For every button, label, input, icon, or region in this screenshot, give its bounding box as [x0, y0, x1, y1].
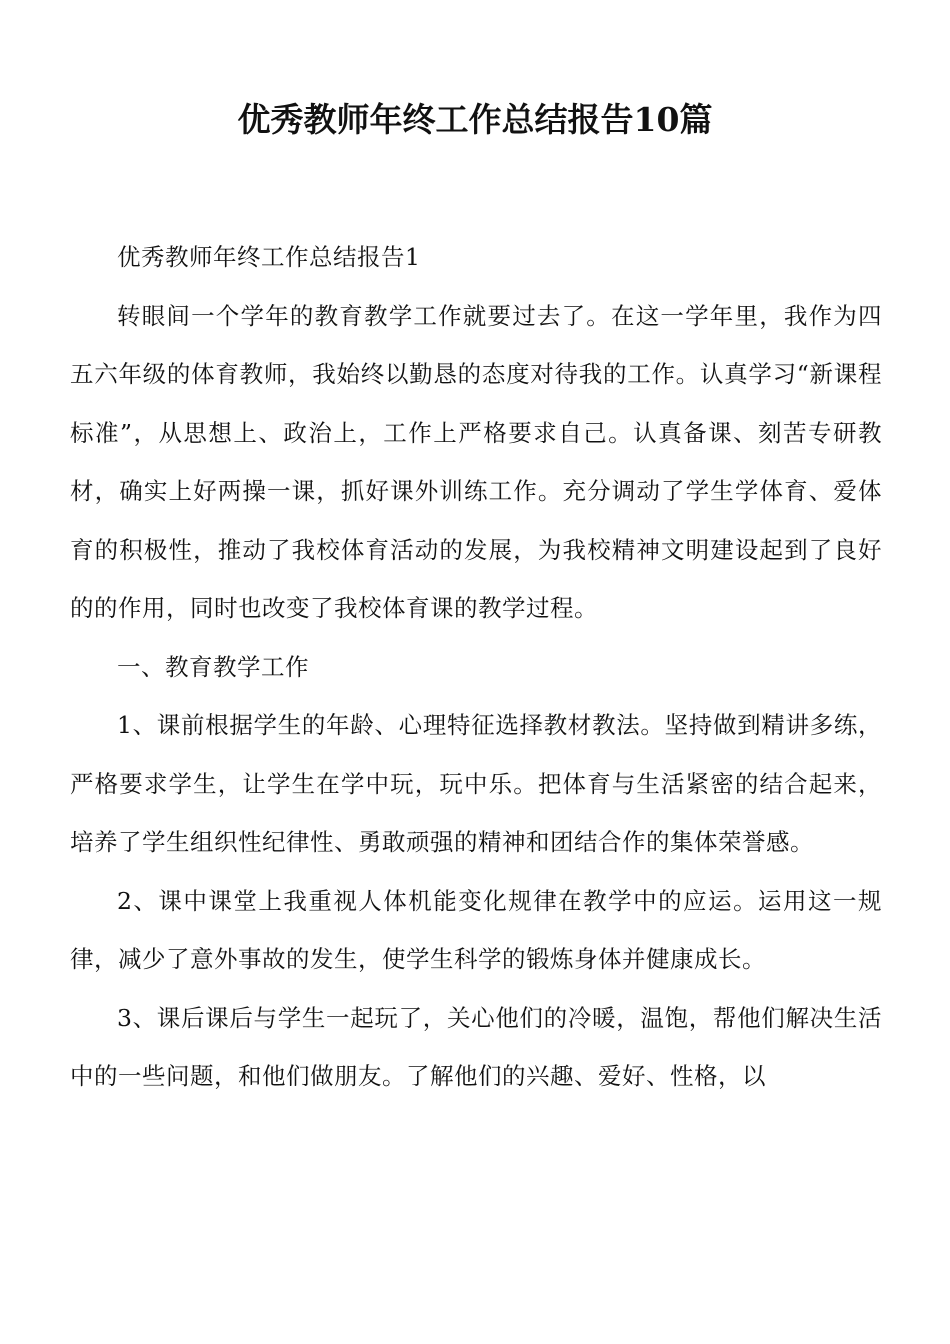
- paragraph-item-1: 1、课前根据学生的年龄、心理特征选择教材教法。坚持做到精讲多练，严格要求学生，让学生在学中玩，玩中乐。把体育与生活紧密的结合起来，培养了学生组织性纪律性、勇敢顽强的精神和团结合作的集体荣誉感。: [70, 711, 882, 856]
- document-title: 优秀教师年终工作总结报告10篇: [237, 100, 713, 139]
- document-body: [70, 228, 882, 1106]
- intro-paragraph: 转眼间一个学年的教育教学工作就要过去了。在这一学年里，我作为四五六年级的体育教师，我始终以勤恳的态度对待我的工作。认真学习“新课程标准”，从思想上、政治上，工作上严格要求自己。认真备课、刻苦专研教材，确实上好两操一课，抓好课外训练工作。充分调动了学生学体育、爱体育的积极性，推动了我校体育活动的发展，为我校精神文明建设起到了良好的的作用，同时也改变了我校体育课的教学过程。: [70, 301, 882, 622]
- section-heading-report-1: 优秀教师年终工作总结报告1: [117, 243, 421, 271]
- paragraph-item-3: 3、课后课后与学生一起玩了，关心他们的冷暖，温饱，帮他们解决生活中的一些问题，和他们做朋友。了解他们的兴趣、爱好、性格，以: [70, 1003, 882, 1090]
- section-heading-teaching-work: 一、教育教学工作: [117, 652, 309, 681]
- paragraph-item-2: 2、课中课堂上我重视人体机能变化规律在教学中的应运。运用这一规律，减少了意外事故的发生，使学生科学的锻炼身体并健康成长。: [70, 886, 882, 973]
